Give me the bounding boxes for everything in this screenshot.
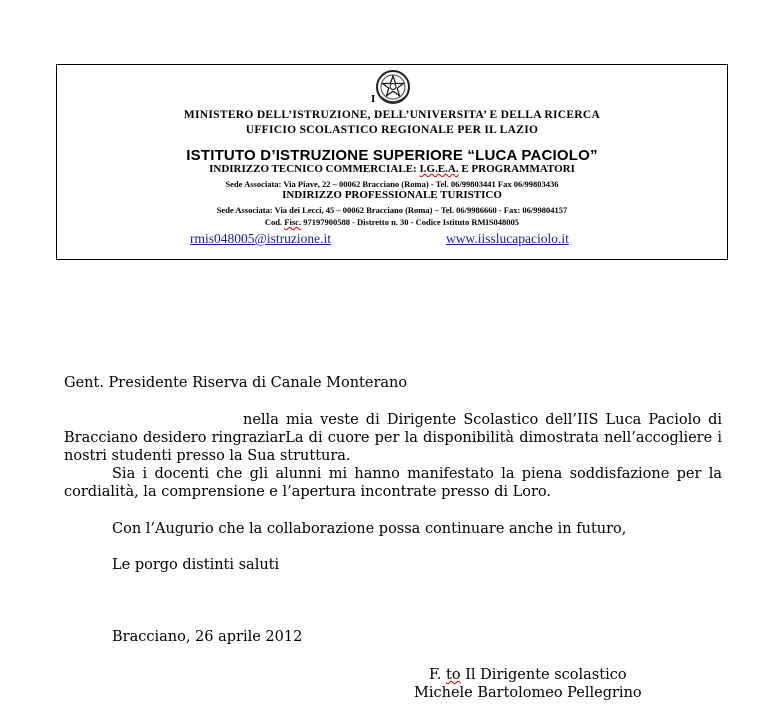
- technical-track-igea: I.G.E.A.: [419, 163, 459, 175]
- professional-track-line: INDIRIZZO PROFESSIONALE TURISTICO: [282, 189, 502, 201]
- signature-role-text: Il Dirigente scolastico: [460, 667, 627, 683]
- signature-prefix: F.: [429, 667, 447, 683]
- fiscal-code-fisc: Fisc.: [284, 217, 302, 227]
- fiscal-code-suffix: 97197900588 - Distretto n. 30 - Codice Istituto RMIS048005: [301, 217, 520, 227]
- technical-track-suffix: E PROGRAMMATORI: [458, 163, 575, 175]
- regional-office-line: UFFICIO SCOLASTICO REGIONALE PER IL LAZIO: [245, 124, 539, 136]
- letterhead: [56, 64, 728, 260]
- closing-greeting: Le porgo distinti saluti: [112, 557, 280, 573]
- website-link[interactable]: www.iisslucapaciolo.it: [446, 231, 569, 246]
- email-link[interactable]: rmis048005@istruzione.it: [190, 231, 332, 246]
- ministry-line: MINISTERO DELL’ISTRUZIONE, DELL’UNIVERSITA’ E DELLA RICERCA: [183, 109, 601, 121]
- signature-to: to: [446, 667, 461, 683]
- stray-mark: I: [371, 93, 376, 105]
- signature-role: [429, 666, 627, 684]
- paragraph-wish: Con l’Augurio che la collaborazione possa continuare anche in futuro,: [112, 521, 627, 537]
- contact-links: [57, 231, 727, 247]
- signature-name: Michele Bartolomeo Pellegrino: [414, 685, 642, 701]
- salutation: Gent. Presidente Riserva di Canale Monterano: [64, 375, 408, 391]
- fiscal-code-line: [57, 218, 727, 227]
- fiscal-code-prefix: Cod.: [264, 217, 285, 227]
- sede-lecci-line: Sede Associata: Via dei Lecci, 45 – 00062 Bracciano (Roma) – Tel. 06/9986660 - Fax: 06/99804157: [216, 205, 568, 215]
- republic-emblem-icon: [375, 67, 411, 107]
- paragraph-thanks: nella mia veste di Dirigente Scolastico dell’IIS Luca Paciolo di Bracciano desidero ringraziarLa di cuore per la disponibilità dimostrata nell’accogliere i nostri studenti presso la Sua struttura.: [64, 412, 722, 464]
- institute-name: ISTITUTO D’ISTRUZIONE SUPERIORE “LUCA PACIOLO”: [186, 147, 598, 164]
- sede-piave-line: Sede Associata: Via Piave, 22 – 00062 Bracciano (Roma) - Tel. 06/99803441 Fax 06/99803436: [225, 179, 559, 189]
- technical-track-prefix: INDIRIZZO TECNICO COMMERCIALE:: [209, 163, 420, 175]
- paragraph-satisfaction: Sia i docenti che gli alunni mi hanno manifestato la piena soddisfazione per la cordialità, la comprensione e l’apertura incontrate presso di Loro.: [64, 466, 722, 500]
- technical-track-line: [57, 164, 727, 175]
- place-and-date: Bracciano, 26 aprile 2012: [112, 629, 303, 645]
